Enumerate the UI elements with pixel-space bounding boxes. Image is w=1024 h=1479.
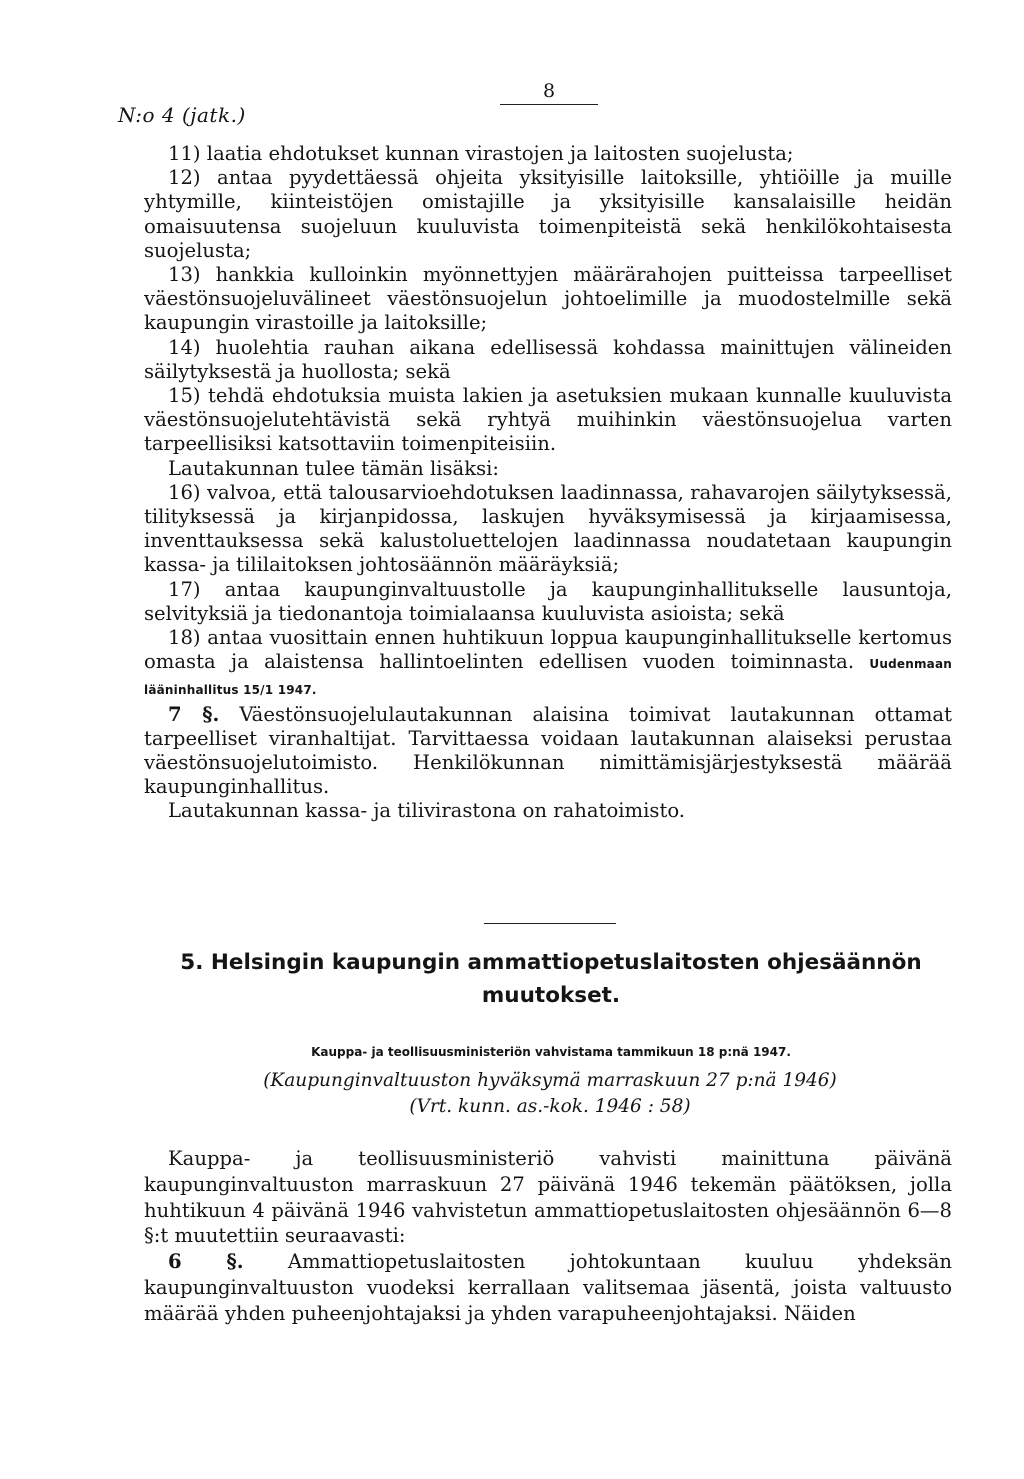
section-5-paragraph-2 <box>144 1249 952 1326</box>
paragraph-17: 17) antaa kaupunginvaltuustolle ja kaupunginhallitukselle lausuntoja, selvityksiä ja tiedonantoja toimialaansa kuuluvista asioista; sekä <box>144 577 952 625</box>
section-6-text: Ammattiopetuslaitosten johtokuntaan kuuluu yhdeksän kaupunginvaltuuston vuodeksi kerrallaan valitsemaa jäsentä, joista valtuusto määrää yhden puheenjohtajaksi ja yhden varapuheenjohtajaksi. Näiden <box>144 1250 952 1325</box>
section-7 <box>144 703 952 800</box>
section-7-label: 7 §. <box>168 702 220 726</box>
paragraph-18 <box>144 626 952 703</box>
section-7-text: Väestönsuojelulautakunnan alaisina toimivat lautakunnan ottamat tarpeelliset viranhaltijat. Tarvittaessa voidaan lautakunnan alaiseksi perustaa väestönsuojelutoimisto. Henkilökunnan nimittämisjärjestyksestä määrää kaupunginhallitus. <box>144 702 952 799</box>
section-divider <box>484 923 616 924</box>
running-header: N:o 4 (jatk.) <box>118 103 246 127</box>
paragraph-14: 14) huolehtia rauhan aikana edellisessä kohdassa mainittujen välineiden säilytyksestä ja huollosta; sekä <box>144 335 952 383</box>
paragraph-12: 12) antaa pyydettäessä ohjeita yksityisille laitoksille, yhtiöille ja muille yhtymille, kiinteistöjen omistajille ja yksityisille kansalaisille heidän omaisuutensa suojeluun kuuluvista toimenpiteistä sekä henkilökohtaisesta suojelusta; <box>144 166 952 262</box>
paragraph-additional-intro: Lautakunnan tulee tämän lisäksi: <box>168 456 500 480</box>
section-5-title-line1: 5. Helsingin kaupungin ammattiopetuslaitosten ohjesäännön <box>180 950 922 975</box>
body-text <box>144 142 952 824</box>
paragraph-16: 16) valvoa, että talousarvioehdotuksen laadinnassa, rahavarojen säilytyksessä, tilityksessä ja kirjanpidossa, laskujen hyväksymisessä ja kirjaamisessa, inventtauksessa sekä kalustoluettelojen laadinnassa noudatetaan kaupungin kassa- ja tililaitoksen johtosäännön määräyksiä; <box>144 480 952 577</box>
section-5-paragraph-1: Kauppa- ja teollisuusministeriö vahvisti mainittuna päivänä kaupunginvaltuuston marraskuun 27 päivänä 1946 tekemän päätöksen, jolla huhtikuun 4 päivänä 1946 vahvistetun ammattiopetuslaitosten ohjesäännön 6—8 §:t muutettiin seuraavasti: <box>144 1147 952 1248</box>
approval-line2: (Vrt. kunn. as.-kok. 1946 : 58) <box>409 1096 691 1117</box>
approval-note <box>150 1068 950 1120</box>
paragraph-15: 15) tehdä ehdotuksia muista lakien ja asetuksien mukaan kunnalle kuuluvista väestönsuojelutehtävistä sekä ryhtyä muihinkin väestönsuojelua varten tarpeellisiksi katsottaviin toimenpiteisiin. <box>144 384 952 456</box>
paragraph-cash-office: Lautakunnan kassa- ja tilivirastona on rahatoimisto. <box>168 799 686 823</box>
section-5-title <box>176 946 926 1012</box>
section-5-title-line2: muutokset. <box>481 983 621 1008</box>
approval-line1: (Kaupunginvaltuuston hyväksymä marraskuun 27 p:nä 1946) <box>263 1070 837 1091</box>
page-number: 8 <box>500 80 598 105</box>
section-5-body <box>144 1146 952 1327</box>
paragraph-18-text: 18) antaa vuosittain ennen huhtikuun loppua kaupunginhallitukselle kertomus omasta ja alaistensa hallintoelinten edellisen vuoden toiminnasta. <box>144 626 952 674</box>
paragraph-13: 13) hankkia kulloinkin myönnettyjen määrärahojen puitteissa tarpeelliset väestönsuojeluvälineet väestönsuojelun johtoelimille ja muodostelmille sekä kaupungin virastoille ja laitoksille; <box>144 263 952 335</box>
paragraph-11: 11) laatia ehdotukset kunnan virastojen ja laitosten suojelusta; <box>168 142 794 165</box>
authority-note: Uudenmaan lääninhallitus 15/1 1947. <box>144 657 952 698</box>
decree-line: Kauppa- ja teollisuusministeriön vahvistama tammikuun 18 p:nä 1947. <box>311 1045 791 1059</box>
section-6-label: 6 §. <box>168 1250 244 1274</box>
